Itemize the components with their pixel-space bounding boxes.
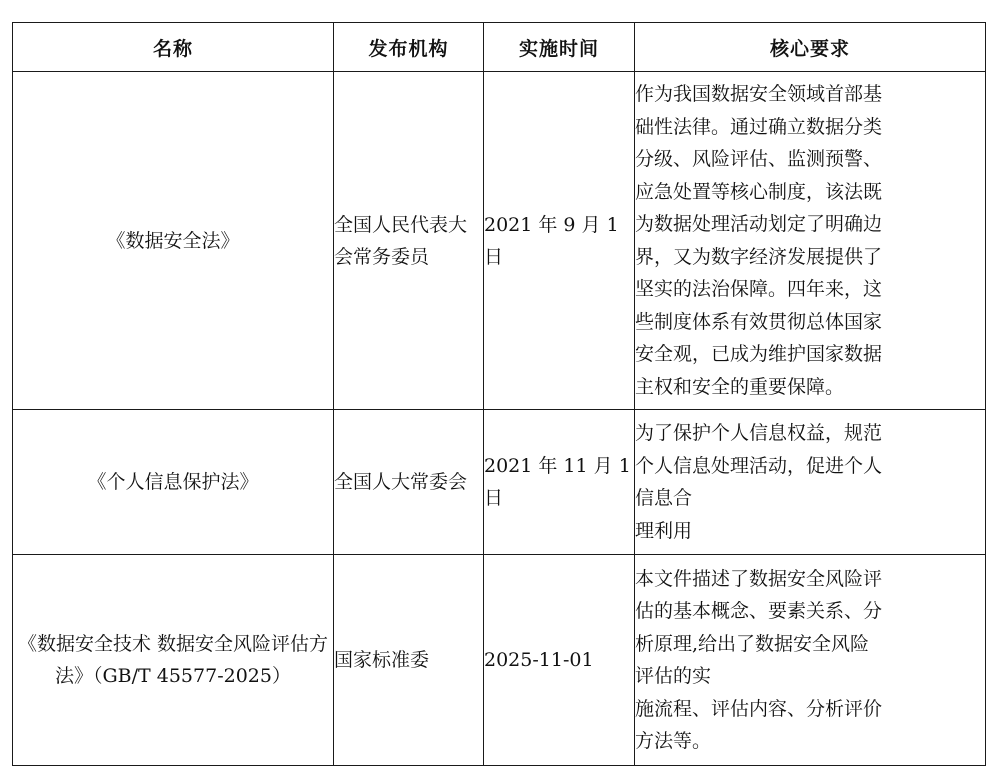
requirement-line: 主权和安全的重要保障。 [635,375,845,398]
requirement-line: 应急处置等核心制度，该法既 [635,180,883,203]
table-row [13,555,986,766]
requirement-line: 安全观，已成为维护国家数据 [635,343,883,365]
table-header [13,23,986,72]
requirement-line: 信息合 [635,487,693,509]
requirement-line: 本文件描述了数据安全风险评 [635,567,883,590]
requirement-line: 坚实的法治保障。四年来，这 [635,278,883,300]
requirement-line: 评估的实 [635,665,712,687]
header-date: 实施时间 [484,23,635,72]
requirement-line: 础性法律。通过确立数据分类 [635,115,883,138]
row-org: 全国人民代表大会常务委员 [334,72,484,410]
requirement-line: 施流程、评估内容、分析评价 [635,697,883,720]
requirement-line: 为了保护个人信息权益，规范 [635,422,883,444]
requirement-line: 估的基本概念、要素关系、分 [635,600,883,622]
row-requirements [635,410,986,555]
header-row [13,23,986,72]
row-name: 《数据安全法》 [13,72,334,410]
row-name: 《个人信息保护法》 [13,410,334,555]
row-name: 《数据安全技术 数据安全风险评估方法》（GB/T 45577-2025） [13,555,334,766]
requirement-line: 作为我国数据安全领域首部基 [635,83,883,105]
table-body [13,72,986,766]
requirement-line: 分级、风险评估、监测预警、 [635,148,883,170]
requirement-line: 析原理,给出了数据安全风险 [635,632,870,655]
row-requirements [635,555,986,766]
regulations-table [12,22,986,766]
header-name: 名称 [13,23,334,72]
table-row [13,72,986,410]
row-org: 国家标准委 [334,555,484,766]
requirements-text [635,78,985,403]
requirement-line: 界，又为数字经济发展提供了 [635,245,883,268]
requirement-line: 为数据处理活动划定了明确边 [635,213,883,235]
requirement-line: 理利用 [635,519,693,542]
header-requirements: 核心要求 [635,23,986,72]
requirement-line: 个人信息处理活动，促进个人 [635,454,883,477]
row-date: 2021 年 11 月 1 日 [484,410,635,555]
row-org: 全国人大常委会 [334,410,484,555]
row-requirements [635,72,986,410]
header-org: 发布机构 [334,23,484,72]
table-row [13,410,986,555]
row-date: 2021 年 9 月 1 日 [484,72,635,410]
requirement-line: 方法等。 [635,730,712,752]
requirements-text [635,417,985,547]
requirements-text [635,563,985,758]
requirement-line: 些制度体系有效贯彻总体国家 [635,310,883,333]
row-date: 2025-11-01 [484,555,635,766]
